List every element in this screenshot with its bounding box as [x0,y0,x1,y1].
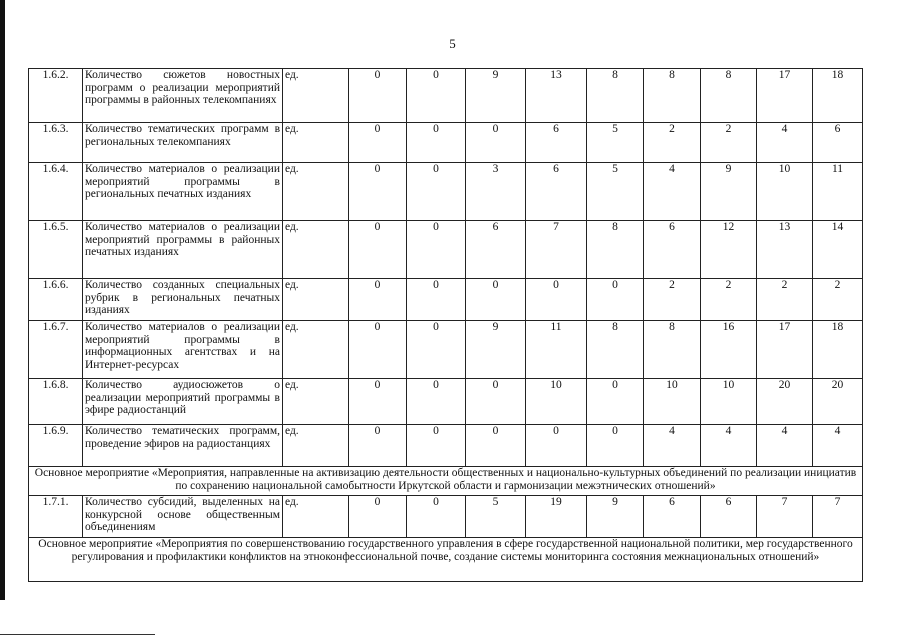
footnote-rule [0,634,155,635]
value-cell: 0 [587,425,644,467]
indicators-table [28,68,863,582]
value-cell: 3 [466,163,526,221]
value-cell: 2 [644,123,701,163]
value-cell: 0 [349,221,407,279]
value-cell: 0 [466,279,526,321]
value-cell: 0 [587,379,644,425]
value-cell: 5 [587,123,644,163]
value-cell: 4 [644,425,701,467]
value-cell: 0 [466,123,526,163]
table-row [29,163,863,221]
unit-cell: ед. [283,321,349,379]
value-cell: 9 [466,321,526,379]
indicator-name: Количество аудиосюжетов о реализации мероприятий программы в эфире радиостанций [83,379,283,425]
value-cell: 2 [701,279,757,321]
value-cell: 0 [526,279,587,321]
row-number: 1.6.4. [29,163,83,221]
value-cell: 0 [349,379,407,425]
value-cell: 8 [587,321,644,379]
value-cell: 4 [757,425,813,467]
value-cell: 10 [526,379,587,425]
value-cell: 9 [587,496,644,538]
unit-cell: ед. [283,496,349,538]
table-row [29,425,863,467]
value-cell: 19 [526,496,587,538]
value-cell: 0 [349,279,407,321]
value-cell: 7 [813,496,863,538]
value-cell: 0 [407,163,466,221]
unit-cell: ед. [283,123,349,163]
page-number: 5 [449,36,456,51]
value-cell: 4 [757,123,813,163]
value-cell: 2 [644,279,701,321]
table-row [29,496,863,538]
value-cell: 0 [407,321,466,379]
value-cell: 0 [407,379,466,425]
value-cell: 6 [813,123,863,163]
indicator-name: Количество созданных специальных рубрик в региональных печатных изданиях [83,279,283,321]
value-cell: 0 [349,425,407,467]
unit-cell: ед. [283,221,349,279]
row-number: 1.6.2. [29,69,83,123]
indicator-name: Количество субсидий, выделенных на конкурсной основе общественным объединениям [83,496,283,538]
value-cell: 6 [701,496,757,538]
value-cell: 0 [349,163,407,221]
value-cell: 2 [701,123,757,163]
value-cell: 0 [349,321,407,379]
value-cell: 7 [757,496,813,538]
indicator-name: Количество материалов о реализации мероприятий программы в районных печатных изданиях [83,221,283,279]
indicator-name: Количество материалов о реализации мероприятий программы в информационных агентствах и на Интернет-ресурсах [83,321,283,379]
value-cell: 6 [644,496,701,538]
value-cell: 8 [644,321,701,379]
value-cell: 8 [644,69,701,123]
value-cell: 0 [407,496,466,538]
value-cell: 8 [701,69,757,123]
row-number: 1.6.7. [29,321,83,379]
value-cell: 16 [701,321,757,379]
section-row [29,467,863,496]
unit-cell: ед. [283,279,349,321]
value-cell: 17 [757,69,813,123]
value-cell: 17 [757,321,813,379]
value-cell: 4 [813,425,863,467]
value-cell: 20 [757,379,813,425]
value-cell: 4 [701,425,757,467]
value-cell: 6 [526,163,587,221]
unit-cell: ед. [283,379,349,425]
value-cell: 18 [813,69,863,123]
value-cell: 6 [644,221,701,279]
value-cell: 4 [644,163,701,221]
value-cell: 0 [407,425,466,467]
value-cell: 0 [407,69,466,123]
value-cell: 5 [587,163,644,221]
value-cell: 0 [349,69,407,123]
row-number: 1.6.3. [29,123,83,163]
value-cell: 5 [466,496,526,538]
value-cell: 18 [813,321,863,379]
table-row [29,69,863,123]
value-cell: 0 [587,279,644,321]
value-cell: 9 [466,69,526,123]
value-cell: 2 [813,279,863,321]
value-cell: 2 [757,279,813,321]
unit-cell: ед. [283,163,349,221]
table-row [29,379,863,425]
value-cell: 11 [813,163,863,221]
table-row [29,123,863,163]
row-number: 1.7.1. [29,496,83,538]
indicator-name: Количество сюжетов новостных программ о реализации мероприятий программы в районных телекомпаниях [83,69,283,123]
value-cell: 7 [526,221,587,279]
value-cell: 10 [701,379,757,425]
row-number: 1.6.5. [29,221,83,279]
row-number: 1.6.9. [29,425,83,467]
section-heading: Основное мероприятие «Мероприятия по совершенствованию государственного управления в сфере государственной национальной политики, мер государственного регулирования и профилактики конфликтов на этноконфессиональной почве, создание системы мониторинга состояния межнациональных отношений» [29,538,863,582]
value-cell: 6 [526,123,587,163]
value-cell: 0 [407,123,466,163]
value-cell: 9 [701,163,757,221]
value-cell: 0 [466,379,526,425]
unit-cell: ед. [283,425,349,467]
row-number: 1.6.8. [29,379,83,425]
value-cell: 14 [813,221,863,279]
value-cell: 0 [466,425,526,467]
value-cell: 12 [701,221,757,279]
table-row [29,279,863,321]
value-cell: 0 [349,123,407,163]
section-heading: Основное мероприятие «Мероприятия, направленные на активизацию деятельности общественных и национально-культурных объединений по реализации инициатив по сохранению национальной самобытности Иркутской области и гармонизации межэтнических отношений» [29,467,863,496]
value-cell: 10 [757,163,813,221]
value-cell: 11 [526,321,587,379]
value-cell: 6 [466,221,526,279]
indicator-name: Количество тематических программ в региональных телекомпаниях [83,123,283,163]
value-cell: 10 [644,379,701,425]
unit-cell: ед. [283,69,349,123]
row-number: 1.6.6. [29,279,83,321]
value-cell: 0 [349,496,407,538]
value-cell: 13 [526,69,587,123]
indicator-name: Количество материалов о реализации мероприятий программы в региональных печатных изданиях [83,163,283,221]
indicator-name: Количество тематических программ, проведение эфиров на радиостанциях [83,425,283,467]
table-row [29,321,863,379]
section-row [29,538,863,582]
value-cell: 0 [407,221,466,279]
value-cell: 0 [526,425,587,467]
value-cell: 8 [587,69,644,123]
value-cell: 20 [813,379,863,425]
value-cell: 0 [407,279,466,321]
value-cell: 13 [757,221,813,279]
scan-left-edge [0,0,5,600]
value-cell: 8 [587,221,644,279]
table-row [29,221,863,279]
